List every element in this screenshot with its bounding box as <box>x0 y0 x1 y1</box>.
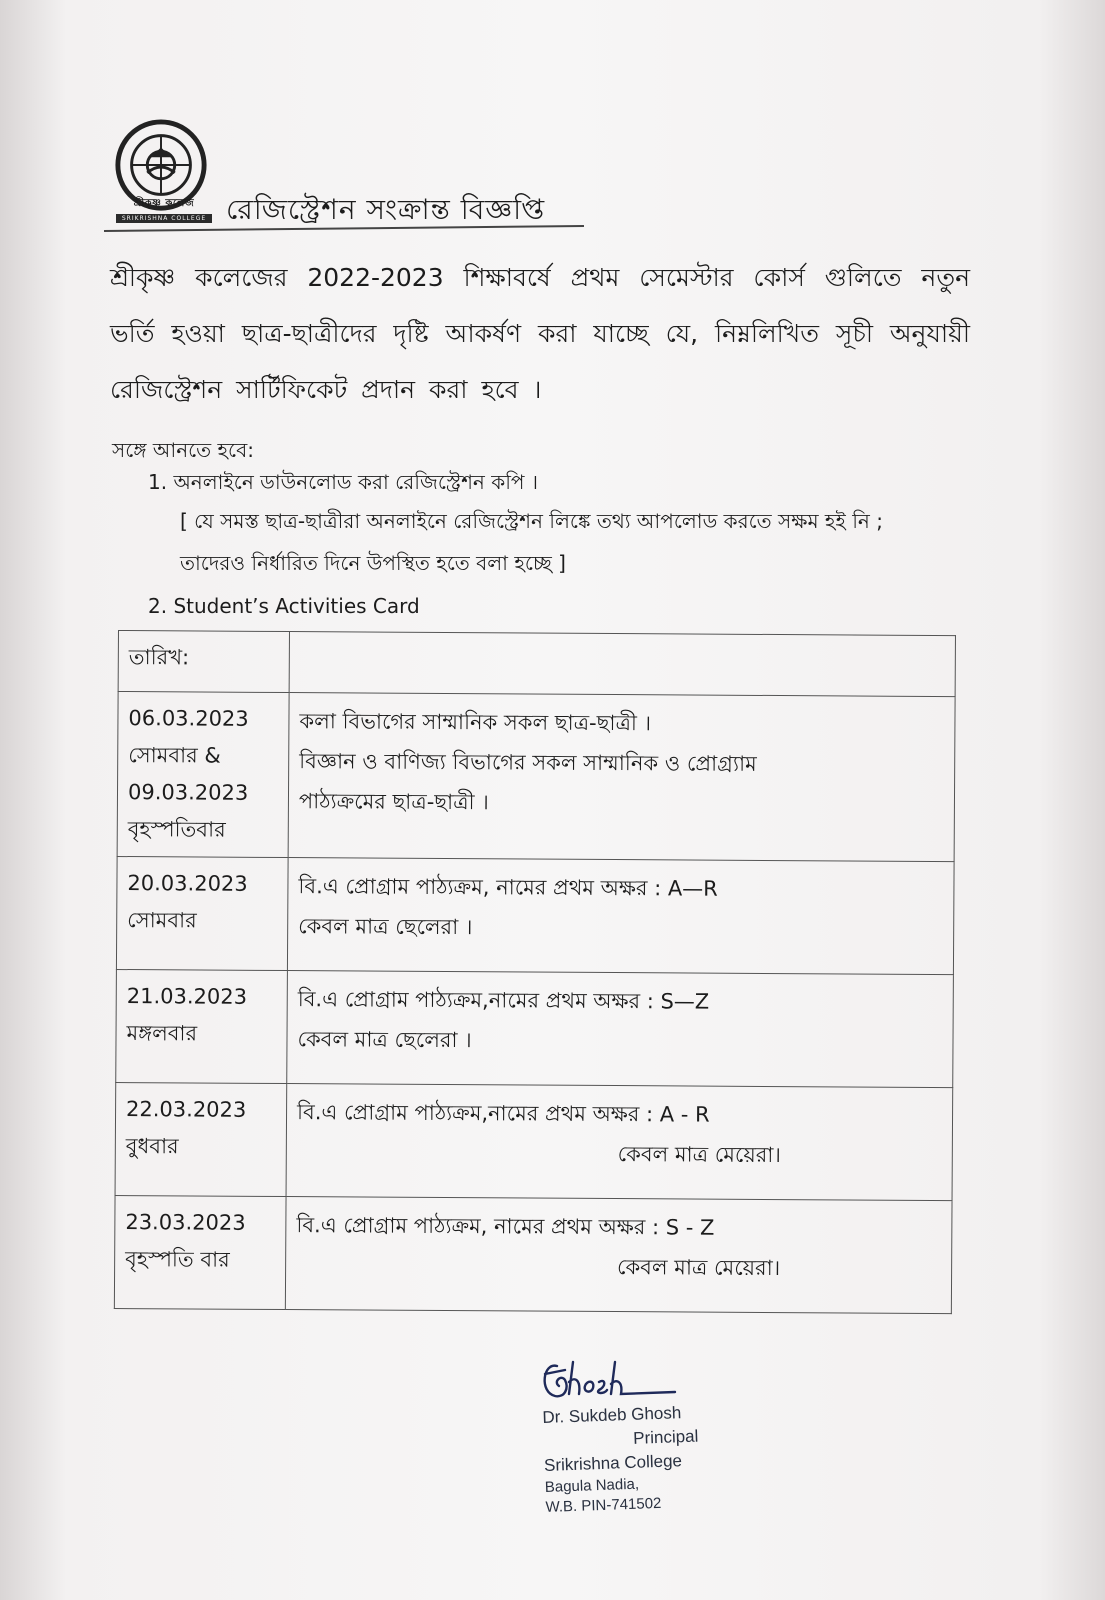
desc-cell <box>286 1084 953 1201</box>
notice-title: রেজিস্ট্রেশন সংক্রান্ত বিজ্ঞপ্তি <box>226 193 546 226</box>
signatory-name: Dr. Sukdeb Ghosh <box>542 1403 682 1427</box>
desc-cell <box>287 858 954 975</box>
date-cell <box>116 856 288 970</box>
desc-cell <box>288 693 955 862</box>
bring-label: সঙ্গে আনতে হবে: <box>112 438 254 462</box>
day-line: বৃহস্পতি বার <box>125 1247 230 1272</box>
desc-cell <box>287 971 954 1088</box>
signature-block <box>542 1399 746 1518</box>
desc-line: বি.এ প্রোগ্রাম পাঠ্যক্রম, নামের প্রথম অক্ষর : S - Z <box>296 1213 715 1240</box>
notice-intro: শ্রীকৃষ্ণ কলেজের 2022-2023 শিক্ষাবর্ষে প্রথম সেমেস্টার কোর্স গুলিতে নতুন ভর্তি হওয়া ছাত্র-ছাত্রীদের দৃষ্টি আকর্ষণ করা যাচ্ছে যে, নিম্নলিখিত সূচী অনুযায়ী রেজিস্ট্রেশন সার্টিফিকেট প্রদান করা হবে । <box>110 263 970 404</box>
logo-caption <box>116 196 212 223</box>
desc-line: পাঠ্যক্রমের ছাত্র-ছাত্রী । <box>298 789 489 815</box>
table-header-row <box>118 631 955 697</box>
table-row <box>116 969 954 1087</box>
requirement-item-2: 2. Student’s Activities Card <box>148 594 420 618</box>
desc-cell <box>285 1197 952 1314</box>
bracket-note: [ যে সমস্ত ছাত্র-ছাত্রীরা অনলাইনে রেজিস্ট্রেশন লিঙ্কে তথ্য আপলোড করতে সক্ষম হই নি ; তাদেরও নির্ধারিত দিনে উপস্থিত হতে বলা হচ্ছে ] <box>180 509 883 575</box>
desc-line: বি.এ প্রোগ্রাম পাঠ্যক্রম, নামের প্রথম অক্ষর : A—R <box>298 874 718 901</box>
date-line: 09.03.2023 <box>127 780 249 805</box>
desc-line: বিজ্ঞান ও বাণিজ্য বিভাগের সকল সাম্মানিক ও প্রোগ্র্যাম <box>299 749 757 776</box>
signatory-designation: Principal <box>632 1426 699 1448</box>
header-date-cell: তারিখ: <box>118 631 289 693</box>
desc-line: কেবল মাত্র ছেলেরা । <box>297 1027 472 1053</box>
desc-line: কলা বিভাগের সাম্মানিক সকল ছাত্র-ছাত্রী । <box>299 709 652 736</box>
date-cell <box>114 1195 286 1309</box>
date-line: 06.03.2023 <box>128 706 249 731</box>
address-line: Bagula Nadia, <box>544 1475 640 1496</box>
logo-caption-bengali: শ্রীকৃষ্ণ কলেজ <box>133 198 195 209</box>
date-line: 23.03.2023 <box>125 1210 246 1235</box>
header-desc-cell <box>289 632 955 697</box>
institution-name: Srikrishna College <box>543 1451 683 1475</box>
desc-line: কেবল মাত্র মেয়েরা। <box>617 1142 781 1168</box>
date-line: 21.03.2023 <box>126 984 248 1009</box>
address-line: W.B. PIN-741502 <box>545 1494 662 1516</box>
day-line: সোমবার <box>127 908 197 933</box>
date-cell <box>115 1082 287 1196</box>
date-line: 22.03.2023 <box>126 1097 247 1122</box>
table-row <box>117 692 955 862</box>
desc-line: বি.এ প্রোগ্রাম পাঠ্যক্রম,নামের প্রথম অক্ষর : S—Z <box>297 987 710 1014</box>
schedule-table <box>114 630 956 1314</box>
day-line: বৃহস্পতিবার <box>127 817 226 842</box>
day-line: মঙ্গলবার <box>126 1021 198 1046</box>
table-row <box>116 856 954 974</box>
day-line: সোমবার & <box>128 743 221 768</box>
desc-line: কেবল মাত্র মেয়েরা। <box>616 1255 781 1281</box>
requirement-item-1: 1. অনলাইনে ডাউনলোড করা রেজিস্ট্রেশন কপি । <box>148 470 538 494</box>
date-line: 20.03.2023 <box>127 871 248 896</box>
desc-line: কেবল মাত্র ছেলেরা । <box>298 914 473 940</box>
logo-caption-english: SRIKRISHNA COLLEGE <box>116 214 212 223</box>
date-cell <box>116 969 288 1083</box>
desc-line: বি.এ প্রোগ্রাম পাঠ্যক্রম,নামের প্রথম অক্ষর : A - R <box>296 1100 710 1127</box>
table-row <box>115 1082 953 1200</box>
table-row <box>114 1195 952 1313</box>
date-cell <box>117 692 289 858</box>
day-line: বুধবার <box>125 1134 179 1159</box>
